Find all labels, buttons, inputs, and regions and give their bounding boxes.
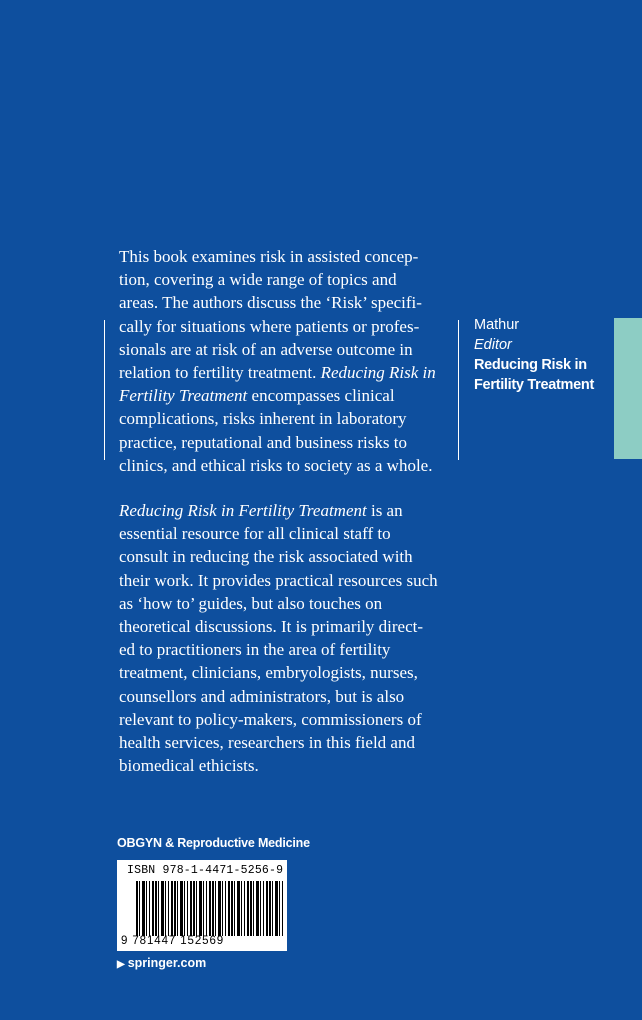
barcode-icon: [136, 881, 284, 936]
publisher-url: springer.com: [127, 956, 207, 970]
blurb-p2-book-title: Reducing Risk in Fertility Treatment: [119, 501, 367, 521]
author-name: Mathur: [474, 317, 520, 333]
arrow-right-icon: ▶: [117, 959, 125, 970]
back-cover-blurb: [119, 245, 439, 777]
spine-info: [474, 315, 634, 395]
right-divider-line: [458, 320, 459, 460]
blurb-p1-text-end: encompasses clinical complications, risks inherent in laboratory practice, reputational and business risks to clinics, and ethical risks to society as a whole.: [119, 386, 433, 475]
blurb-p1-book-title: Reducing Risk in Fertility Treatment: [119, 363, 436, 406]
isbn-label: ISBN 978-1-4471-5256-9: [127, 864, 284, 877]
blurb-p1-text: This book examines risk in assisted concep-tion, covering a wide range of topics and areas. The authors discuss the ‘Risk’ specifi-cally for situations where patients or profes-sionals are at risk of an adverse outcome in relation to fertility treatment.: [119, 247, 422, 383]
book-title-line-1: Reducing Risk in: [474, 357, 587, 373]
blurb-p2-text: is an essential resource for all clinical staff to consult in reducing the risk associated with their work. It provides practical resources such as ‘how to’ guides, but also touches on theoretical discussions. It is primarily direct-ed to practitioners in the area of fertility treatment, clinicians, embryologists, nurses, counsellors and administrators, but is also relevant to policy-makers, commissioners of health services, researchers in this field and biomedical ethicists.: [119, 501, 438, 776]
blurb-paragraph-2: [119, 499, 439, 777]
left-divider-line: [104, 320, 105, 460]
blurb-paragraph-1: [119, 245, 439, 477]
book-title-line-2: Fertility Treatment: [474, 377, 594, 393]
isbn-barcode-panel: [117, 860, 287, 951]
editor-label: Editor: [474, 337, 512, 353]
subject-category: OBGYN & Reproductive Medicine: [117, 836, 310, 850]
publisher-link[interactable]: [117, 956, 206, 970]
accent-bar: [614, 318, 642, 459]
barcode-digits: 9 781447 152569: [121, 935, 225, 947]
